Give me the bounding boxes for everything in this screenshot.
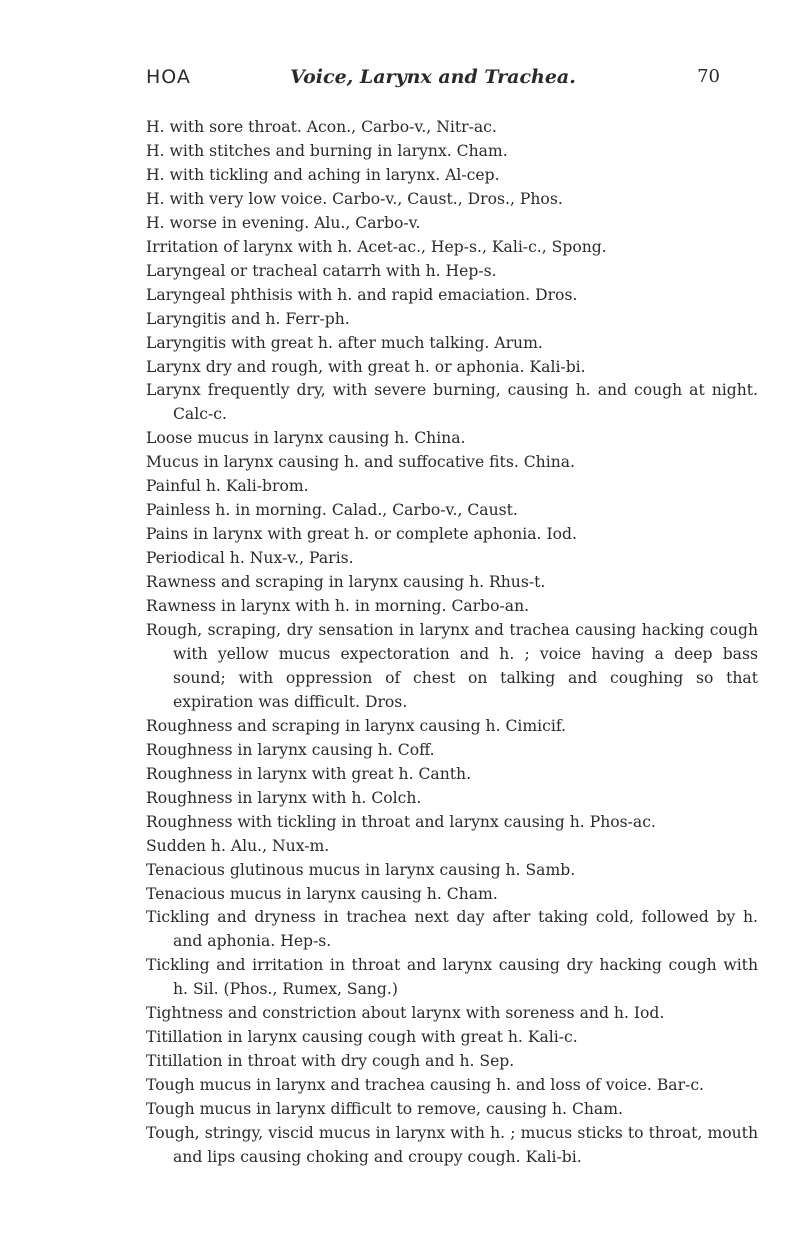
symptom-entry: Larynx dry and rough, with great h. or aphonia. Kali-bi. [146, 357, 586, 376]
symptom-list [146, 116, 758, 1170]
symptom-entry: Larynx frequently dry, with severe burning, causing h. and cough at night. Calc-c. [146, 381, 758, 424]
symptom-entry: Tightness and constriction about larynx with soreness and h. Iod. [146, 1004, 665, 1023]
header-section-label: HOA [146, 66, 191, 88]
symptom-entry: Tenacious glutinous mucus in larynx causing h. Samb. [146, 860, 576, 879]
symptom-entry: H. with tickling and aching in larynx. Al-cep. [146, 165, 500, 184]
symptom-entry: Titillation in throat with dry cough and h. Sep. [146, 1052, 515, 1071]
page-number: 70 [697, 66, 720, 87]
symptom-entry: Roughness in larynx with great h. Canth. [146, 764, 472, 783]
symptom-entry: Sudden h. Alu., Nux-m. [146, 836, 330, 855]
symptom-entry: H. with sore throat. Acon., Carbo-v., Nitr-ac. [146, 118, 497, 136]
symptom-entry: H. worse in evening. Alu., Carbo-v. [146, 213, 421, 232]
symptom-entry: Titillation in larynx causing cough with great h. Kali-c. [146, 1028, 578, 1047]
symptom-entry: Rough, scraping, dry sensation in larynx and trachea causing hacking cough with yellow mucus expectoration and h. ; voice having a deep bass sound; with oppression of chest on talking and coughing so that expiration was difficult. Dros. [146, 621, 758, 711]
running-header [146, 66, 720, 96]
symptom-entry: Tough, stringy, viscid mucus in larynx with h. ; mucus sticks to throat, mouth and lips causing choking and croupy cough. Kali-bi. [146, 1124, 758, 1166]
symptom-entry: Laryngitis and h. Ferr-ph. [146, 309, 350, 328]
symptom-entry: Tickling and irritation in throat and larynx causing dry hacking cough with h. Sil. (Phos., Rumex, Sang.) [146, 956, 758, 999]
symptom-entry: Pains in larynx with great h. or complete aphonia. Iod. [146, 525, 577, 544]
symptom-entry: Roughness and scraping in larynx causing h. Cimicif. [146, 716, 567, 735]
symptom-entry: Tickling and dryness in trachea next day after taking cold, followed by h. and aphonia. Hep-s. [146, 908, 758, 951]
symptom-entry: Laryngeal or tracheal catarrh with h. Hep-s. [146, 261, 497, 280]
symptom-entry: Roughness in larynx causing h. Coff. [146, 740, 435, 759]
symptom-entry: H. with stitches and burning in larynx. Cham. [146, 141, 508, 160]
symptom-entry: Rawness and scraping in larynx causing h. Rhus-t. [146, 573, 546, 592]
symptom-entry: Mucus in larynx causing h. and suffocative fits. China. [146, 453, 575, 472]
symptom-entry: Rawness in larynx with h. in morning. Carbo-an. [146, 597, 530, 616]
symptom-entry: Irritation of larynx with h. Acet-ac., Hep-s., Kali-c., Spong. [146, 237, 607, 256]
symptom-entry: Laryngeal phthisis with h. and rapid emaciation. Dros. [146, 285, 578, 304]
symptom-entry: H. with very low voice. Carbo-v., Caust., Dros., Phos. [146, 189, 563, 208]
header-title: Voice, Larynx and Trachea. [290, 66, 576, 88]
symptom-entry: Tough mucus in larynx difficult to remove, causing h. Cham. [146, 1100, 623, 1119]
symptom-entry: Laryngitis with great h. after much talking. Arum. [146, 333, 543, 352]
symptom-entry: Painful h. Kali-brom. [146, 477, 309, 496]
symptom-entry: Roughness in larynx with h. Colch. [146, 788, 422, 807]
symptom-entry: Tenacious mucus in larynx causing h. Cham. [146, 884, 498, 903]
symptom-entry: Roughness with tickling in throat and larynx causing h. Phos-ac. [146, 812, 656, 831]
symptom-entry: Loose mucus in larynx causing h. China. [146, 429, 466, 448]
symptom-entry: Painless h. in morning. Calad., Carbo-v., Caust. [146, 501, 518, 520]
symptom-entry: Tough mucus in larynx and trachea causing h. and loss of voice. Bar-c. [146, 1076, 705, 1095]
symptom-entry: Periodical h. Nux-v., Paris. [146, 549, 354, 568]
